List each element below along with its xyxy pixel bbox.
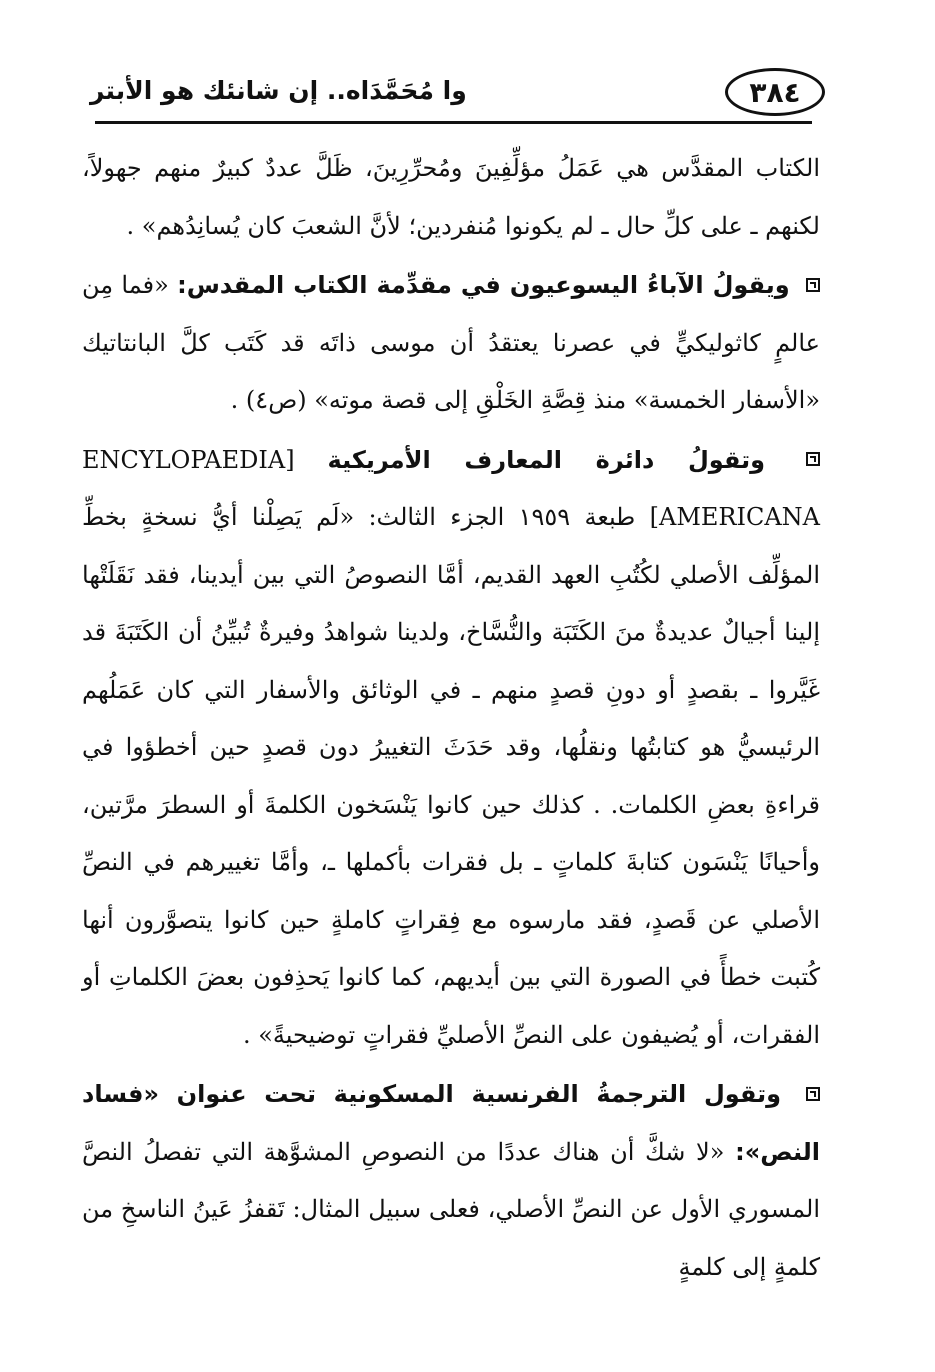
checkbox-bullet-icon	[806, 1087, 820, 1101]
page-number-badge	[725, 68, 825, 116]
paragraph-text: «لا شكَّ أن هناك عددًا من النصوصِ المشوَّهة التي تفصلُ النصَّ المسوري الأول عن النصِّ الأصلي، فعلى سبيل المثال: تَقفزُ عَينُ الناسخِ من كلمةٍ إلى كلمةٍ	[82, 1137, 820, 1281]
page-header	[90, 68, 825, 120]
running-title: وا مُحَمَّدَاه.. إن شانئك هو الأبتر	[90, 76, 467, 105]
paragraph-text: الكتاب المقدَّس هي عَمَلُ مؤلِّفِينَ ومُحرِّرِينَ، ظَلَّ عددٌ كبيرٌ منهم جهولاً، لكنهم ـ على كلِّ حال ـ لم يكونوا مُنفردين؛ لأنَّ الشعبَ كان يُسانِدُهم» .	[82, 154, 820, 240]
paragraph-1	[82, 140, 820, 255]
paragraph-text: طبعة ١٩٥٩ الجزء الثالث: «لَم يَصِلْنا أيُّ نسخةٍ بخطِّ المؤلِّف الأصلي لكُتُبِ العهد القديم، أمَّا النصوصُ التي بين أيدينا، فقد نَقَلَتْها إلينا أجيالٌ عديدةٌ منَ الكَتَبَة والنُّسَّاخ، ولدينا شواهدُ وفيرةٌ تُبيِّنُ أن الكَتَبَةَ قد غَيَّروا ـ بقصدٍ أو دونِ قصدٍ منهم ـ في الوثائق والأسفار التي كان عَمَلُهم الرئيسيُّ هو كتابتُها ونقلُها، وقد حَدَثَ التغييرُ دون قصدٍ حين أخطؤوا في قراءةِ بعضِ الكلمات. . كذلك حين كانوا يَنْسَخون الكلمةَ أو السطرَ مرَّتين، وأحيانًا يَنْسَون كتابةَ كلماتٍ ـ بل فقرات بأكملها ـ، وأمَّا تغييرهم في النصِّ الأصلي عن قَصدٍ، فقد مارسوه مع فِقراتٍ كاملةٍ حين كانوا يتصوَّرون أنها كُتبت خطأً في الصورة التي بين أيديهم، كما كانوا يَحذِفون بعضَ الكلماتِ أو الفقرات، أو يُضيفون على النصِّ الأصليِّ فقراتٍ توضيحيةً» .	[82, 503, 821, 1049]
encyclopedia-name: [ENCYLOPAEDIA AMERICANA]	[82, 445, 821, 531]
page-number: ٣٨٤	[749, 75, 801, 109]
paragraph-lead: وتقولُ دائرة المعارف الأمريكية	[327, 445, 766, 474]
header-divider	[95, 121, 812, 124]
paragraph-lead: ويقولُ الآباءُ اليسوعيون في مقدِّمة الكتاب المقدس:	[177, 271, 790, 299]
checkbox-bullet-icon	[806, 452, 820, 466]
body-text	[82, 140, 820, 1296]
paragraph-lead: وتقول الترجمةُ الفرنسية المسكونية تحت عنوان «فساد النص»:	[82, 1080, 820, 1166]
paragraph-3	[82, 432, 820, 1065]
paragraph-2	[82, 257, 820, 430]
paragraph-text: «فما مِن عالمٍ كاثوليكيٍّ في عصرنا يعتقدُ أن موسى ذاتَه قد كَتَب كلَّ البانتاتيك «الأسفار الخمسة» منذ قِصَّةِ الخَلْقِ إلى قصة موته» (ص٤) .	[82, 271, 820, 414]
checkbox-bullet-icon	[806, 278, 820, 292]
paragraph-4	[82, 1066, 820, 1296]
